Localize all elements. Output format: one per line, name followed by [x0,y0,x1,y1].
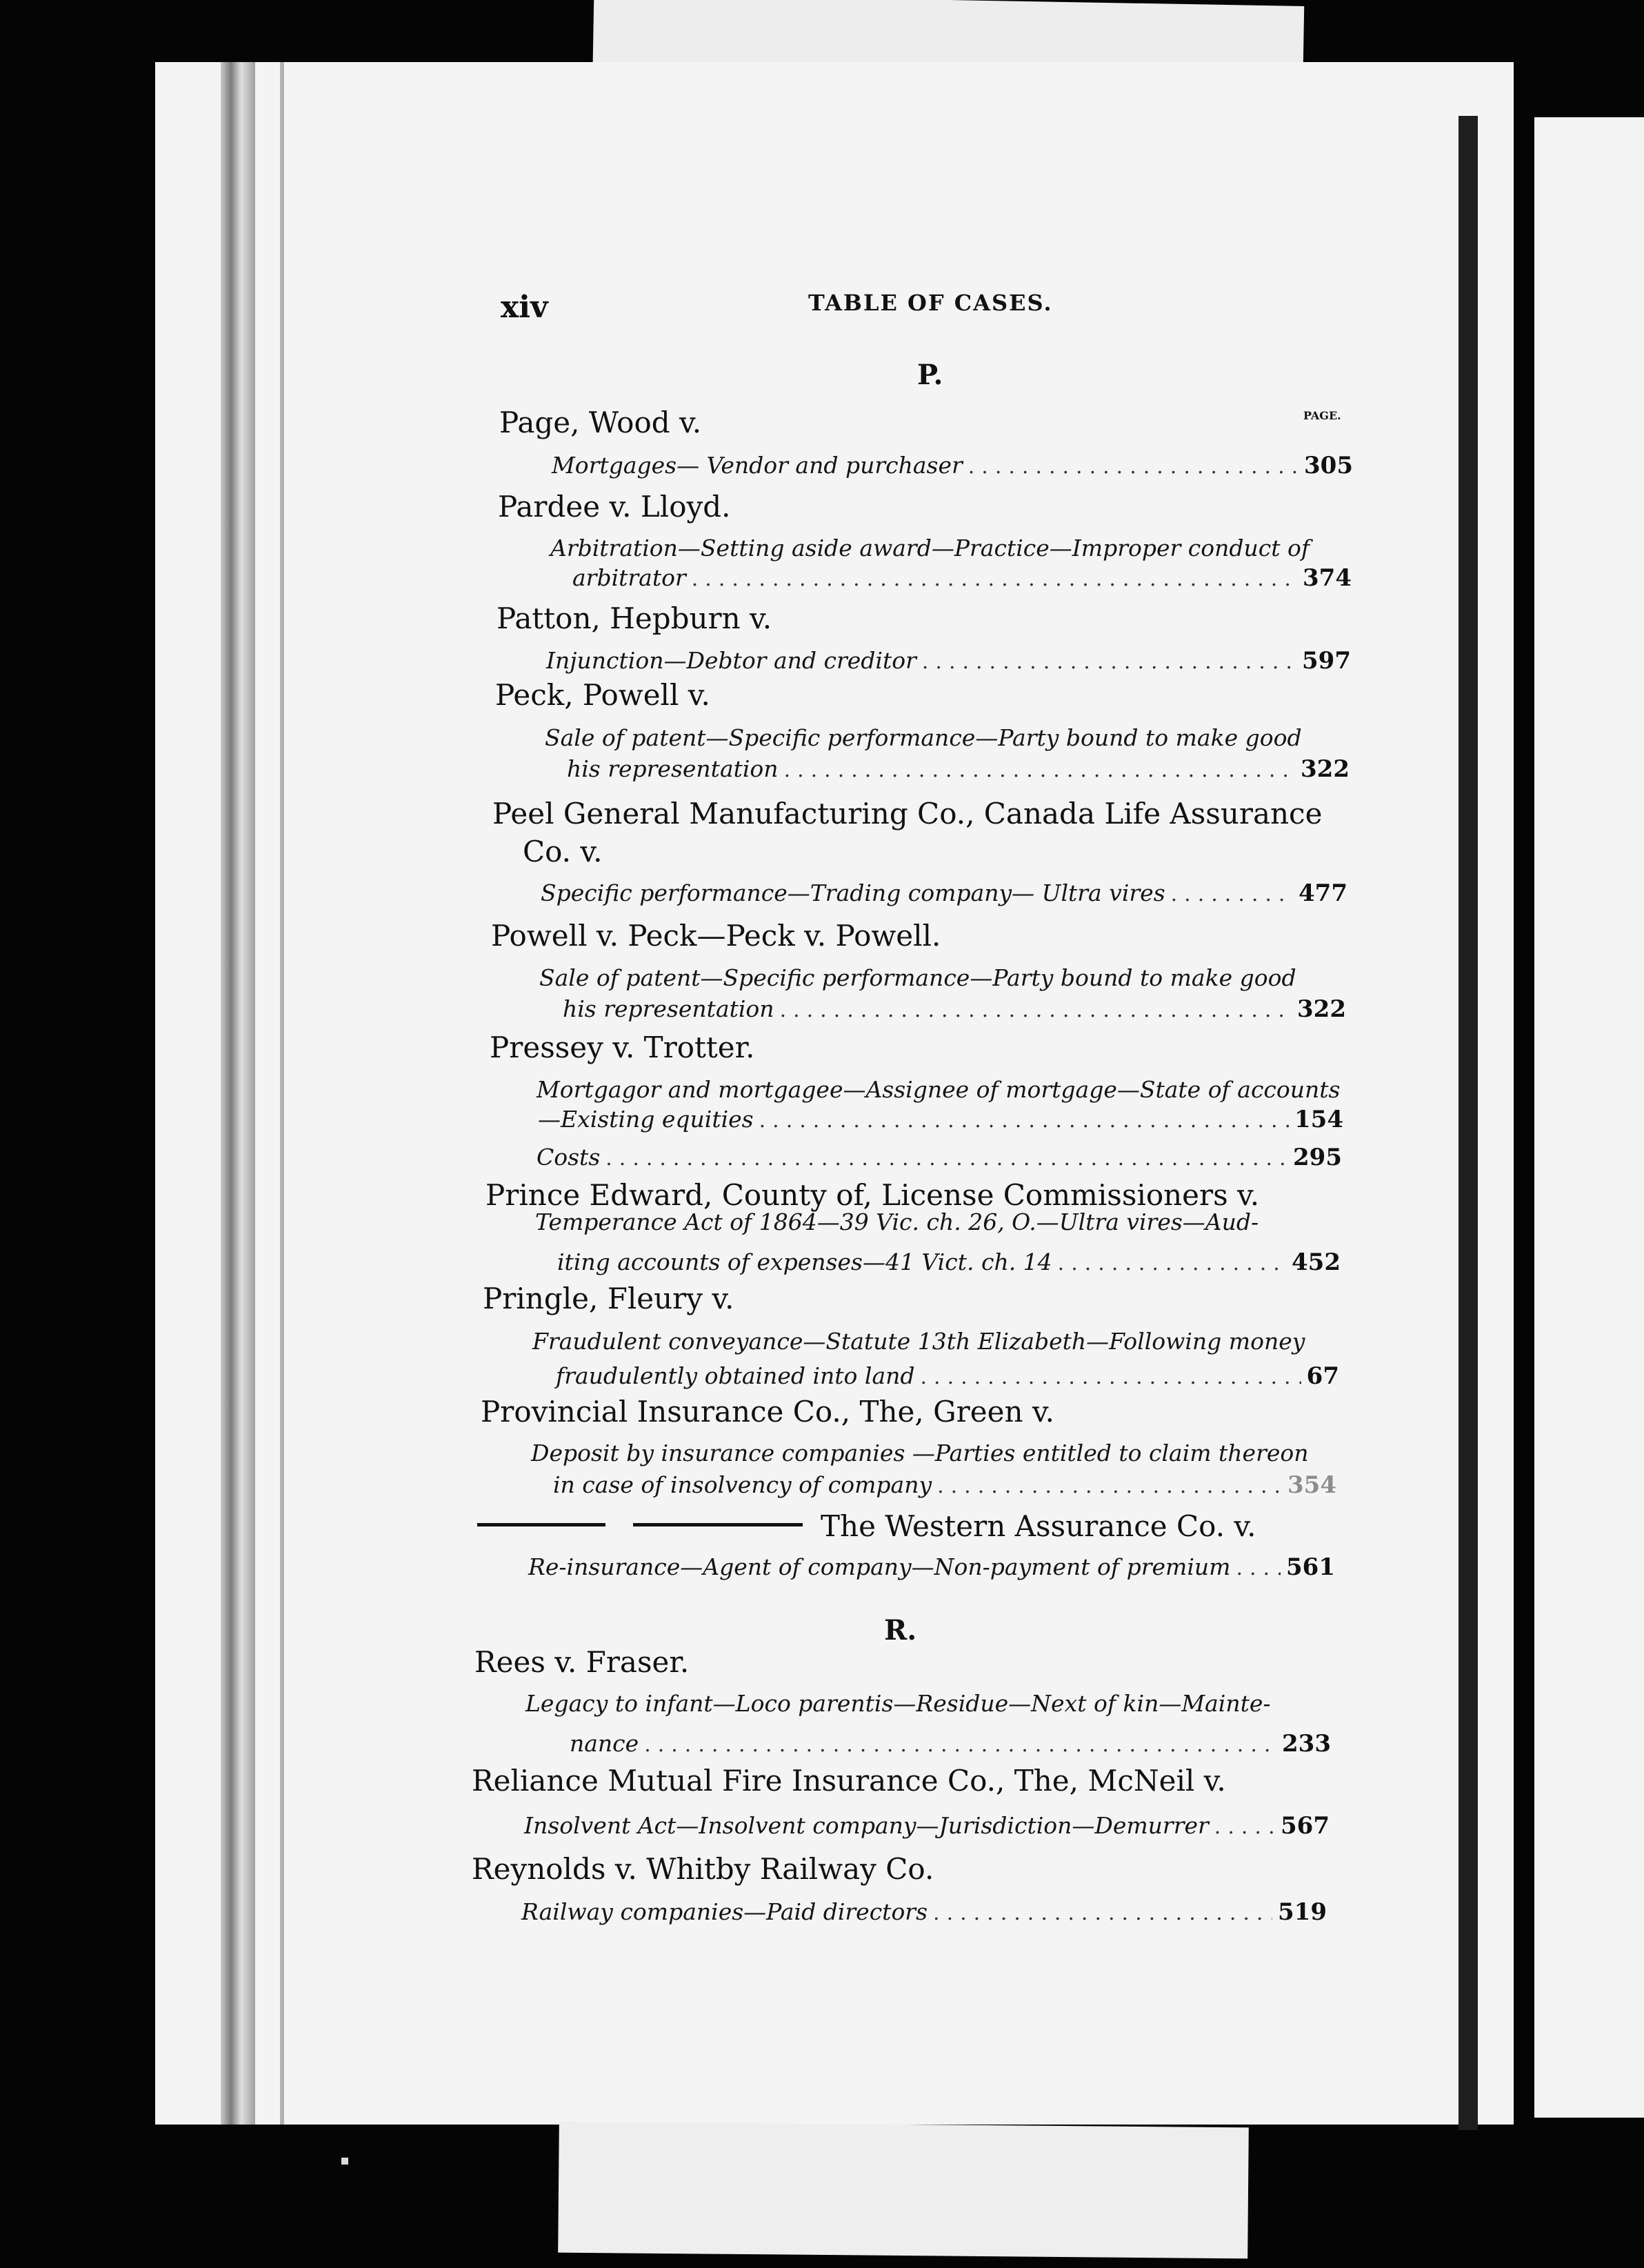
page-ref: 295 [1293,1144,1342,1171]
dot-leader [933,1901,1272,1925]
dot-leader [780,998,1292,1022]
subject-text: Fraudulent conveyance—Statute 13th Elizabeth—Following money [532,1328,1305,1355]
page-ref: 67 [1306,1362,1339,1390]
subject-text: nance [570,1730,639,1757]
subject-text: Temperance Act of 1864—39 Vic. ch. 26, O.—Ultra vires—Aud- [535,1208,1259,1235]
case-title: The Western Assurance Co. v. [821,1509,1256,1543]
case-title: Peck, Powell v. [495,678,710,712]
section-letter-r: R. [884,1614,917,1647]
page-ref: 477 [1299,879,1347,907]
dot-leader [921,1365,1301,1389]
subject-line [572,564,1352,595]
subject-text: Mortgagor and mortgagee—Assignee of mortgage—State of accounts [537,1076,1341,1103]
case-title: Rees v. Fraser. [474,1645,690,1679]
dot-leader [937,1474,1282,1498]
page-ref: 154 [1294,1106,1343,1133]
dot-leader [644,1733,1276,1757]
page-ref: 561 [1286,1553,1335,1581]
subject-text: arbitrator [572,564,686,591]
case-title: Provincial Insurance Co., The, Green v. [481,1395,1054,1429]
subject-line [546,647,1351,677]
dot-leader [968,455,1299,479]
ditto-dash [633,1523,803,1526]
case-title-continuation: Co. v. [523,835,603,868]
subject-line [528,1553,1335,1584]
dot-leader [759,1108,1289,1133]
dot-leader [1236,1556,1281,1580]
subject-line [538,1106,1343,1136]
subject-line [570,1730,1331,1760]
case-title: Patton, Hepburn v. [497,601,772,635]
subject-line [553,1471,1336,1502]
dot-leader [784,758,1295,782]
subject-text: Sale of patent—Specific performance—Party bound to make good [539,964,1296,991]
case-title: Powell v. Peck—Peck v. Powell. [491,919,941,953]
adjacent-page-right [1534,117,1644,2118]
subject-text: Deposit by insurance companies —Parties entitled to claim thereon [531,1440,1309,1466]
subject-line [567,755,1350,786]
case-title: Pressey v. Trotter. [490,1031,755,1064]
page-ref: 322 [1297,995,1346,1023]
subject-text: Specific performance—Trading company— Ultra vires [541,879,1165,906]
subject-line [556,1362,1339,1393]
adjacent-page-bottom [558,2122,1249,2259]
page-ref: 374 [1303,564,1352,592]
case-title: Pringle, Fleury v. [483,1282,734,1315]
page-ref: 305 [1304,452,1353,479]
subject-line [521,1898,1327,1929]
subject-line [552,452,1353,482]
case-title: Prince Edward, County of, License Commissioners v. [485,1178,1260,1212]
case-title: Page, Wood v. [499,406,702,439]
case-title: Reynolds v. Whitby Railway Co. [472,1852,934,1886]
ditto-dash [477,1523,605,1526]
dot-leader [922,650,1296,674]
dot-leader [692,567,1297,591]
subject-text: Injunction—Debtor and creditor [546,647,916,674]
subject-text: Legacy to infant—Loco parentis—Residue—Next of kin—Mainte- [525,1690,1271,1717]
dot-leader [605,1146,1287,1171]
section-letter-p: P. [917,359,943,391]
page-ref: 233 [1282,1730,1331,1758]
subject-text: Insolvent Act—Insolvent company—Jurisdiction—Demurrer [524,1812,1209,1839]
dot-leader [1171,882,1293,906]
subject-text: —Existing equities [538,1106,754,1133]
subject-text: his representation [563,995,774,1022]
subject-line [541,879,1347,910]
subject-text: Mortgages— Vendor and purchaser [552,452,963,479]
subject-text: fraudulently obtained into land [556,1362,915,1389]
dust-speck [341,2158,348,2165]
subject-line [563,995,1346,1026]
subject-text: Re-insurance—Agent of company—Non-payment of premium [528,1553,1231,1580]
subject-line [557,1249,1341,1279]
subject-line [537,1144,1342,1174]
subject-line [524,1812,1330,1842]
book-spine [221,62,255,2125]
page-ref: 354 [1287,1471,1336,1499]
case-title: Peel General Manufacturing Co., Canada Life Assurance [492,797,1323,830]
case-title: Reliance Mutual Fire Insurance Co., The, McNeil v. [472,1764,1226,1798]
page-column-label: PAGE. [1303,409,1341,422]
subject-text: Sale of patent—Specific performance—Party bound to make good [545,724,1302,751]
page-number: xiv [501,290,548,325]
subject-text: in case of insolvency of company [553,1471,932,1498]
page-ref: 567 [1281,1812,1330,1840]
page-title: TABLE OF CASES. [808,290,1053,316]
subject-text: Railway companies—Paid directors [521,1898,928,1925]
subject-text: his representation [567,755,779,782]
gutter-line [280,62,284,2125]
page-edge-shadow [1458,116,1478,2130]
case-title: Pardee v. Lloyd. [498,490,731,524]
page-ref: 597 [1302,647,1351,675]
dot-leader [1214,1815,1275,1839]
page-ref: 322 [1301,755,1350,783]
dot-leader [1058,1251,1286,1275]
page-ref: 452 [1292,1249,1341,1276]
page-ref: 519 [1278,1898,1327,1926]
subject-text: iting accounts of expenses—41 Vict. ch. 14 [557,1249,1052,1275]
subject-text: Arbitration—Setting aside award—Practice—Improper conduct of [550,535,1310,561]
subject-text: Costs [537,1144,601,1171]
